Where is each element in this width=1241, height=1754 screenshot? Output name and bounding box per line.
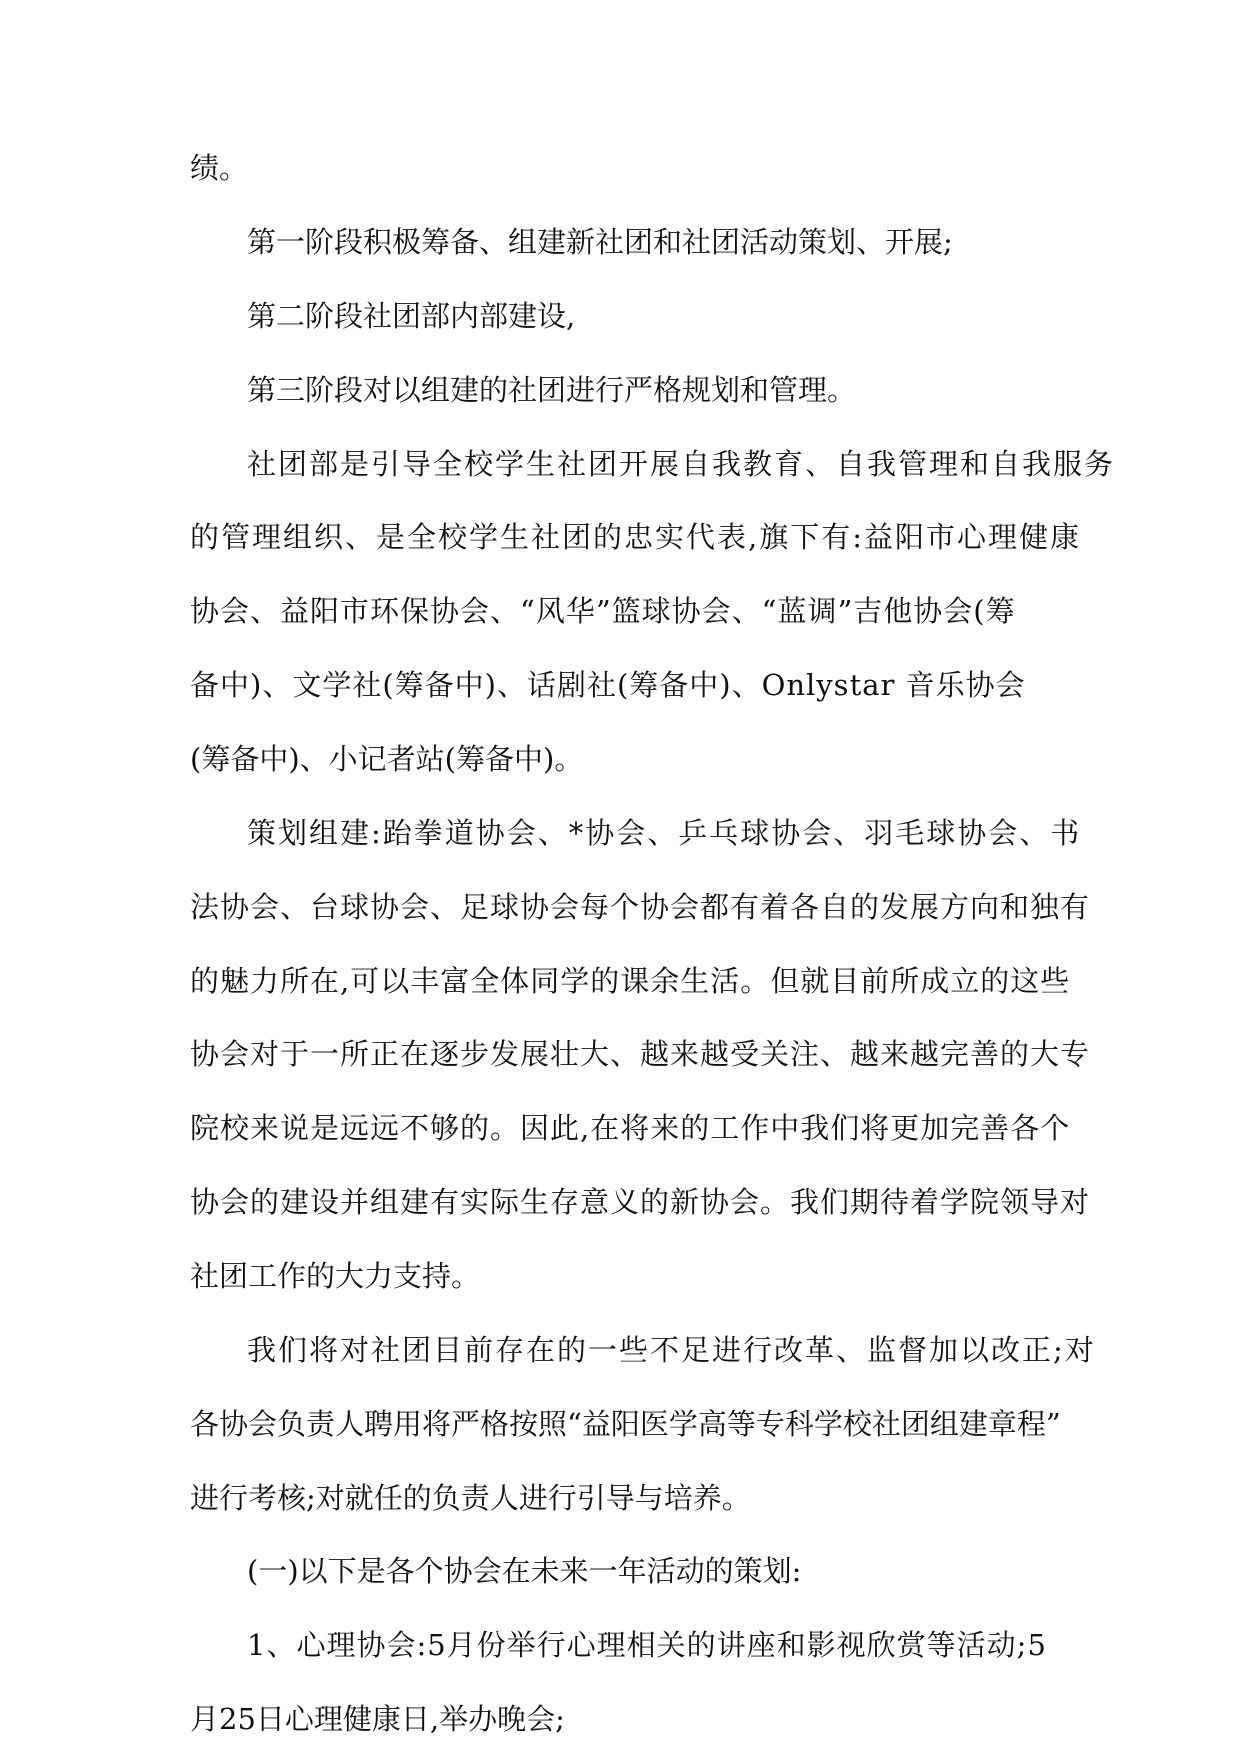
text-line: 协会的建设并组建有实际生存意义的新协会。我们期待着学院领导对 — [190, 1185, 1091, 1219]
text-line: 院校来说是远远不够的。因此,在将来的工作中我们将更加完善各个 — [190, 1111, 1071, 1145]
text-line: 社团部是引导全校学生社团开展自我教育、自我管理和自我服务 — [247, 447, 1116, 481]
text-line: (筹备中)、小记者站(筹备中)。 — [190, 742, 584, 776]
text-line: 各协会负责人聘用将严格按照“益阳医学高等专科学校社团组建章程” — [190, 1407, 1061, 1441]
text-line: 协会、益阳市环保协会、“风华”篮球协会、“蓝调”吉他协会(筹 — [190, 594, 1016, 628]
text-line: 策划组建:跆拳道协会、*协会、乒乓球协会、羽毛球协会、书 — [247, 816, 1082, 850]
text-line: 第二阶段社团部内部建设, — [247, 299, 576, 333]
text-line: 第三阶段对以组建的社团进行严格规划和管理。 — [247, 373, 857, 407]
text-line: 月25日心理健康日,举办晚会; — [190, 1702, 565, 1736]
text-line: 备中)、文学社(筹备中)、话剧社(筹备中)、Onlystar 音乐协会 — [190, 668, 1026, 702]
text-line: 进行考核;对就任的负责人进行引导与培养。 — [190, 1481, 751, 1515]
text-line: (一)以下是各个协会在未来一年活动的策划: — [247, 1554, 802, 1588]
text-line: 第一阶段积极筹备、组建新社团和社团活动策划、开展; — [247, 225, 953, 259]
text-line: 协会对于一所正在逐步发展壮大、越来越受关注、越来越完善的大专 — [190, 1037, 1091, 1071]
text-line: 社团工作的大力支持。 — [190, 1259, 481, 1293]
text-line: 法协会、台球协会、足球协会每个协会都有着各自的发展方向和独有 — [190, 890, 1091, 924]
text-line: 的管理组织、是全校学生社团的忠实代表,旗下有:益阳市心理健康 — [190, 520, 1081, 554]
text-line: 的魅力所在,可以丰富全体同学的课余生活。但就目前所成立的这些 — [190, 964, 1071, 998]
text-line: 1、心理协会:5月份举行心理相关的讲座和影视欣赏等活动;5 — [247, 1628, 1047, 1662]
text-line: 我们将对社团目前存在的一些不足进行改革、监督加以改正;对 — [247, 1333, 1096, 1367]
text-line: 绩。 — [190, 151, 249, 185]
